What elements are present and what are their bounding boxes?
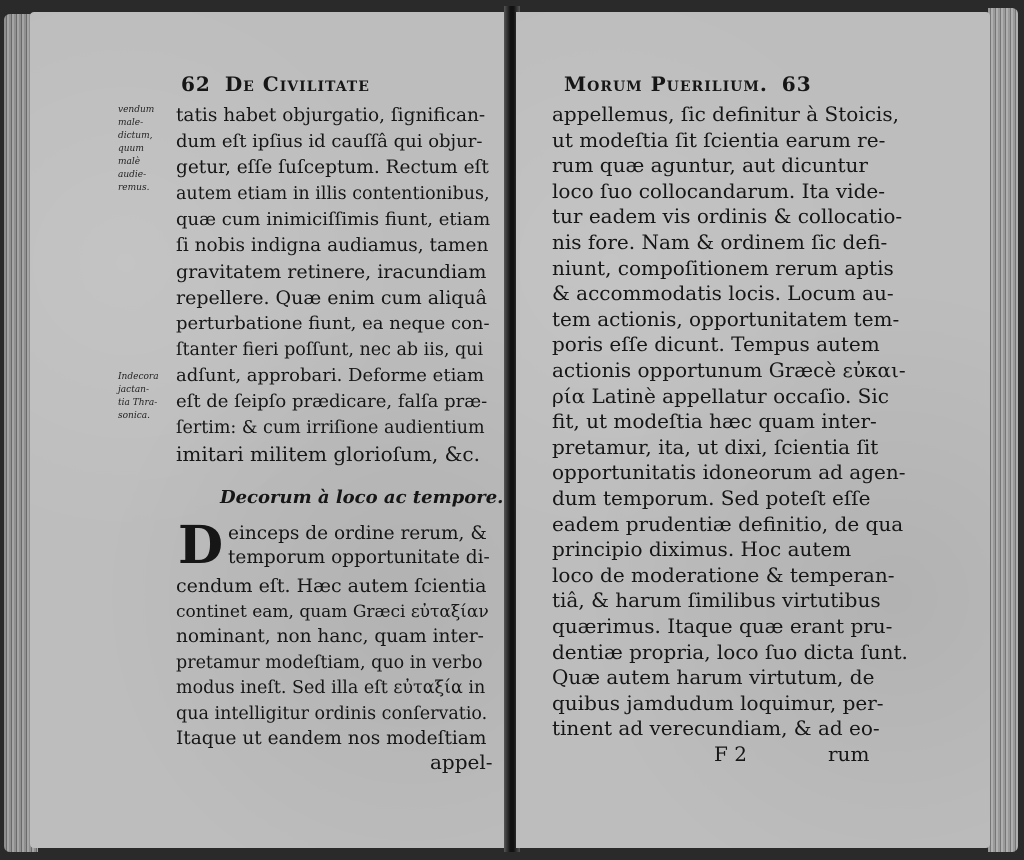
- margin-note-line: male-: [118, 118, 144, 128]
- text-line: ſertim: & cum irriſione audientium: [176, 418, 485, 438]
- drop-cap: D: [178, 515, 224, 576]
- text-line: dum temporum. Sed poteſt eſſe: [552, 486, 871, 510]
- margin-note-line: Indecora: [118, 372, 159, 382]
- text-line: ſi nobis indigna audiamus, tamen: [176, 235, 489, 256]
- text-line: einceps de ordine rerum, &: [228, 523, 487, 544]
- left-running-head-text: De Civilitate: [224, 72, 370, 96]
- text-line: Itaque ut eandem nos modeſtiam: [176, 728, 487, 749]
- margin-note-line: malè: [118, 157, 141, 167]
- margin-note-line: remus.: [118, 183, 150, 193]
- text-line: niunt, compoſitionem rerum aptis: [552, 255, 894, 280]
- margin-note-line: dictum,: [118, 131, 153, 141]
- margin-note-1: [118, 104, 154, 195]
- margin-note-2: [118, 371, 159, 423]
- signature-mark: F 2: [714, 742, 747, 766]
- margin-note-line: audie-: [118, 170, 147, 180]
- text-line: principio diximus. Hoc autem: [552, 537, 852, 562]
- text-line: opportunitatis idoneorum ad agen-: [552, 460, 906, 485]
- right-page-edges: [988, 8, 1018, 852]
- text-line: repellere. Quæ enim cum aliquâ: [176, 287, 488, 309]
- margin-note-line: vendum: [118, 105, 155, 115]
- margin-note-line: jactan-: [118, 385, 150, 395]
- text-line: adſunt, approbari. Deforme etiam: [176, 365, 485, 386]
- text-line: actionis opportunum Græcè εὐκαι-: [552, 358, 906, 382]
- text-line: eſt de ſeipſo prædicare, falſa præ-: [176, 391, 488, 412]
- text-line: appellemus, ſic definitur à Stoicis,: [552, 102, 899, 126]
- section-title: Decorum à loco ac tempore.: [220, 487, 504, 508]
- text-line: dum eſt ipſius id cauſſâ qui objur-: [176, 131, 483, 152]
- left-catchword: appel-: [430, 750, 493, 774]
- text-line: nominant, non hanc, quam inter-: [176, 626, 484, 647]
- text-line: & accommodatis locis. Locum au-: [552, 281, 894, 306]
- text-line: poris eſſe dicunt. Tempus autem: [552, 332, 880, 357]
- text-line: ſtanter fieri poſſunt, nec ab iis, qui: [176, 340, 484, 360]
- margin-note-line: sonica.: [118, 411, 150, 421]
- text-line: quibus jamdudum loquimur, per-: [552, 690, 884, 715]
- text-line: perturbatione fiunt, ea neque con-: [176, 313, 490, 334]
- text-line: imitari militem glorioſum, &c.: [176, 442, 480, 466]
- text-line: rum quæ aguntur, aut dicuntur: [552, 153, 868, 178]
- text-line: dentiæ propria, loco ſuo dicta ſunt.: [552, 639, 908, 664]
- text-line: Quæ autem harum virtutum, de: [552, 665, 875, 690]
- text-line: loco de moderatione & temperan-: [552, 562, 895, 587]
- text-line: fit, ut modeſtia hæc quam inter-: [552, 409, 877, 434]
- right-page-number: 63: [781, 72, 812, 96]
- text-line: ut modeſtia ſit ſcientia earum re-: [552, 127, 886, 152]
- text-line: ρία Latinè appellatur occaſio. Sic: [552, 383, 889, 408]
- right-running-head-text: Morum Puerilium.: [564, 72, 768, 96]
- text-line: tatis habet objurgatio, ſignifican-: [176, 105, 486, 126]
- margin-note-line: quum: [118, 144, 144, 154]
- text-line: loco ſuo collocandarum. Ita vide-: [552, 178, 885, 203]
- text-line: tur eadem vis ordinis & collocatio-: [552, 204, 903, 229]
- text-line: gravitatem retinere, iracundiam: [176, 261, 487, 283]
- text-line: qua intelligitur ordinis conſervatio.: [176, 703, 488, 724]
- left-page: [30, 12, 508, 848]
- text-line: tiâ, & harum ſimilibus virtutibus: [552, 588, 881, 613]
- margin-note-line: tia Thra-: [118, 398, 158, 408]
- text-line: continet eam, quam Græci εὐταξίαν: [176, 601, 489, 622]
- right-page: [516, 12, 990, 848]
- text-line: nis fore. Nam & ordinem ſic defi-: [552, 230, 888, 254]
- text-line: modus ineſt. Sed illa eſt εὐταξία in: [176, 678, 486, 698]
- text-line: quærimus. Itaque quæ erant pru-: [552, 614, 893, 638]
- text-line: tinent ad verecundiam, & ad eo-: [552, 716, 880, 741]
- text-line: cendum eſt. Hæc autem ſcientia: [176, 575, 487, 597]
- text-line: tem actionis, opportunitatem tem-: [552, 306, 900, 331]
- text-line: pretamur modeſtiam, quo in verbo: [176, 652, 483, 673]
- left-page-number: 62: [181, 72, 211, 96]
- text-line: eadem prudentiæ definitio, de qua: [552, 511, 904, 536]
- right-catchword: rum: [828, 742, 870, 766]
- right-running-head: [564, 72, 818, 96]
- text-line: getur, eſſe ſuſceptum. Rectum eſt: [176, 157, 489, 178]
- text-line: autem etiam in illis contentionibus,: [176, 184, 490, 204]
- left-running-head: [175, 72, 370, 96]
- text-line: pretamur, ita, ut dixi, ſcientia ſit: [552, 434, 879, 459]
- text-line: temporum opportunitate di-: [228, 547, 490, 568]
- text-line: quæ cum inimiciſſimis fiunt, etiam: [176, 209, 491, 230]
